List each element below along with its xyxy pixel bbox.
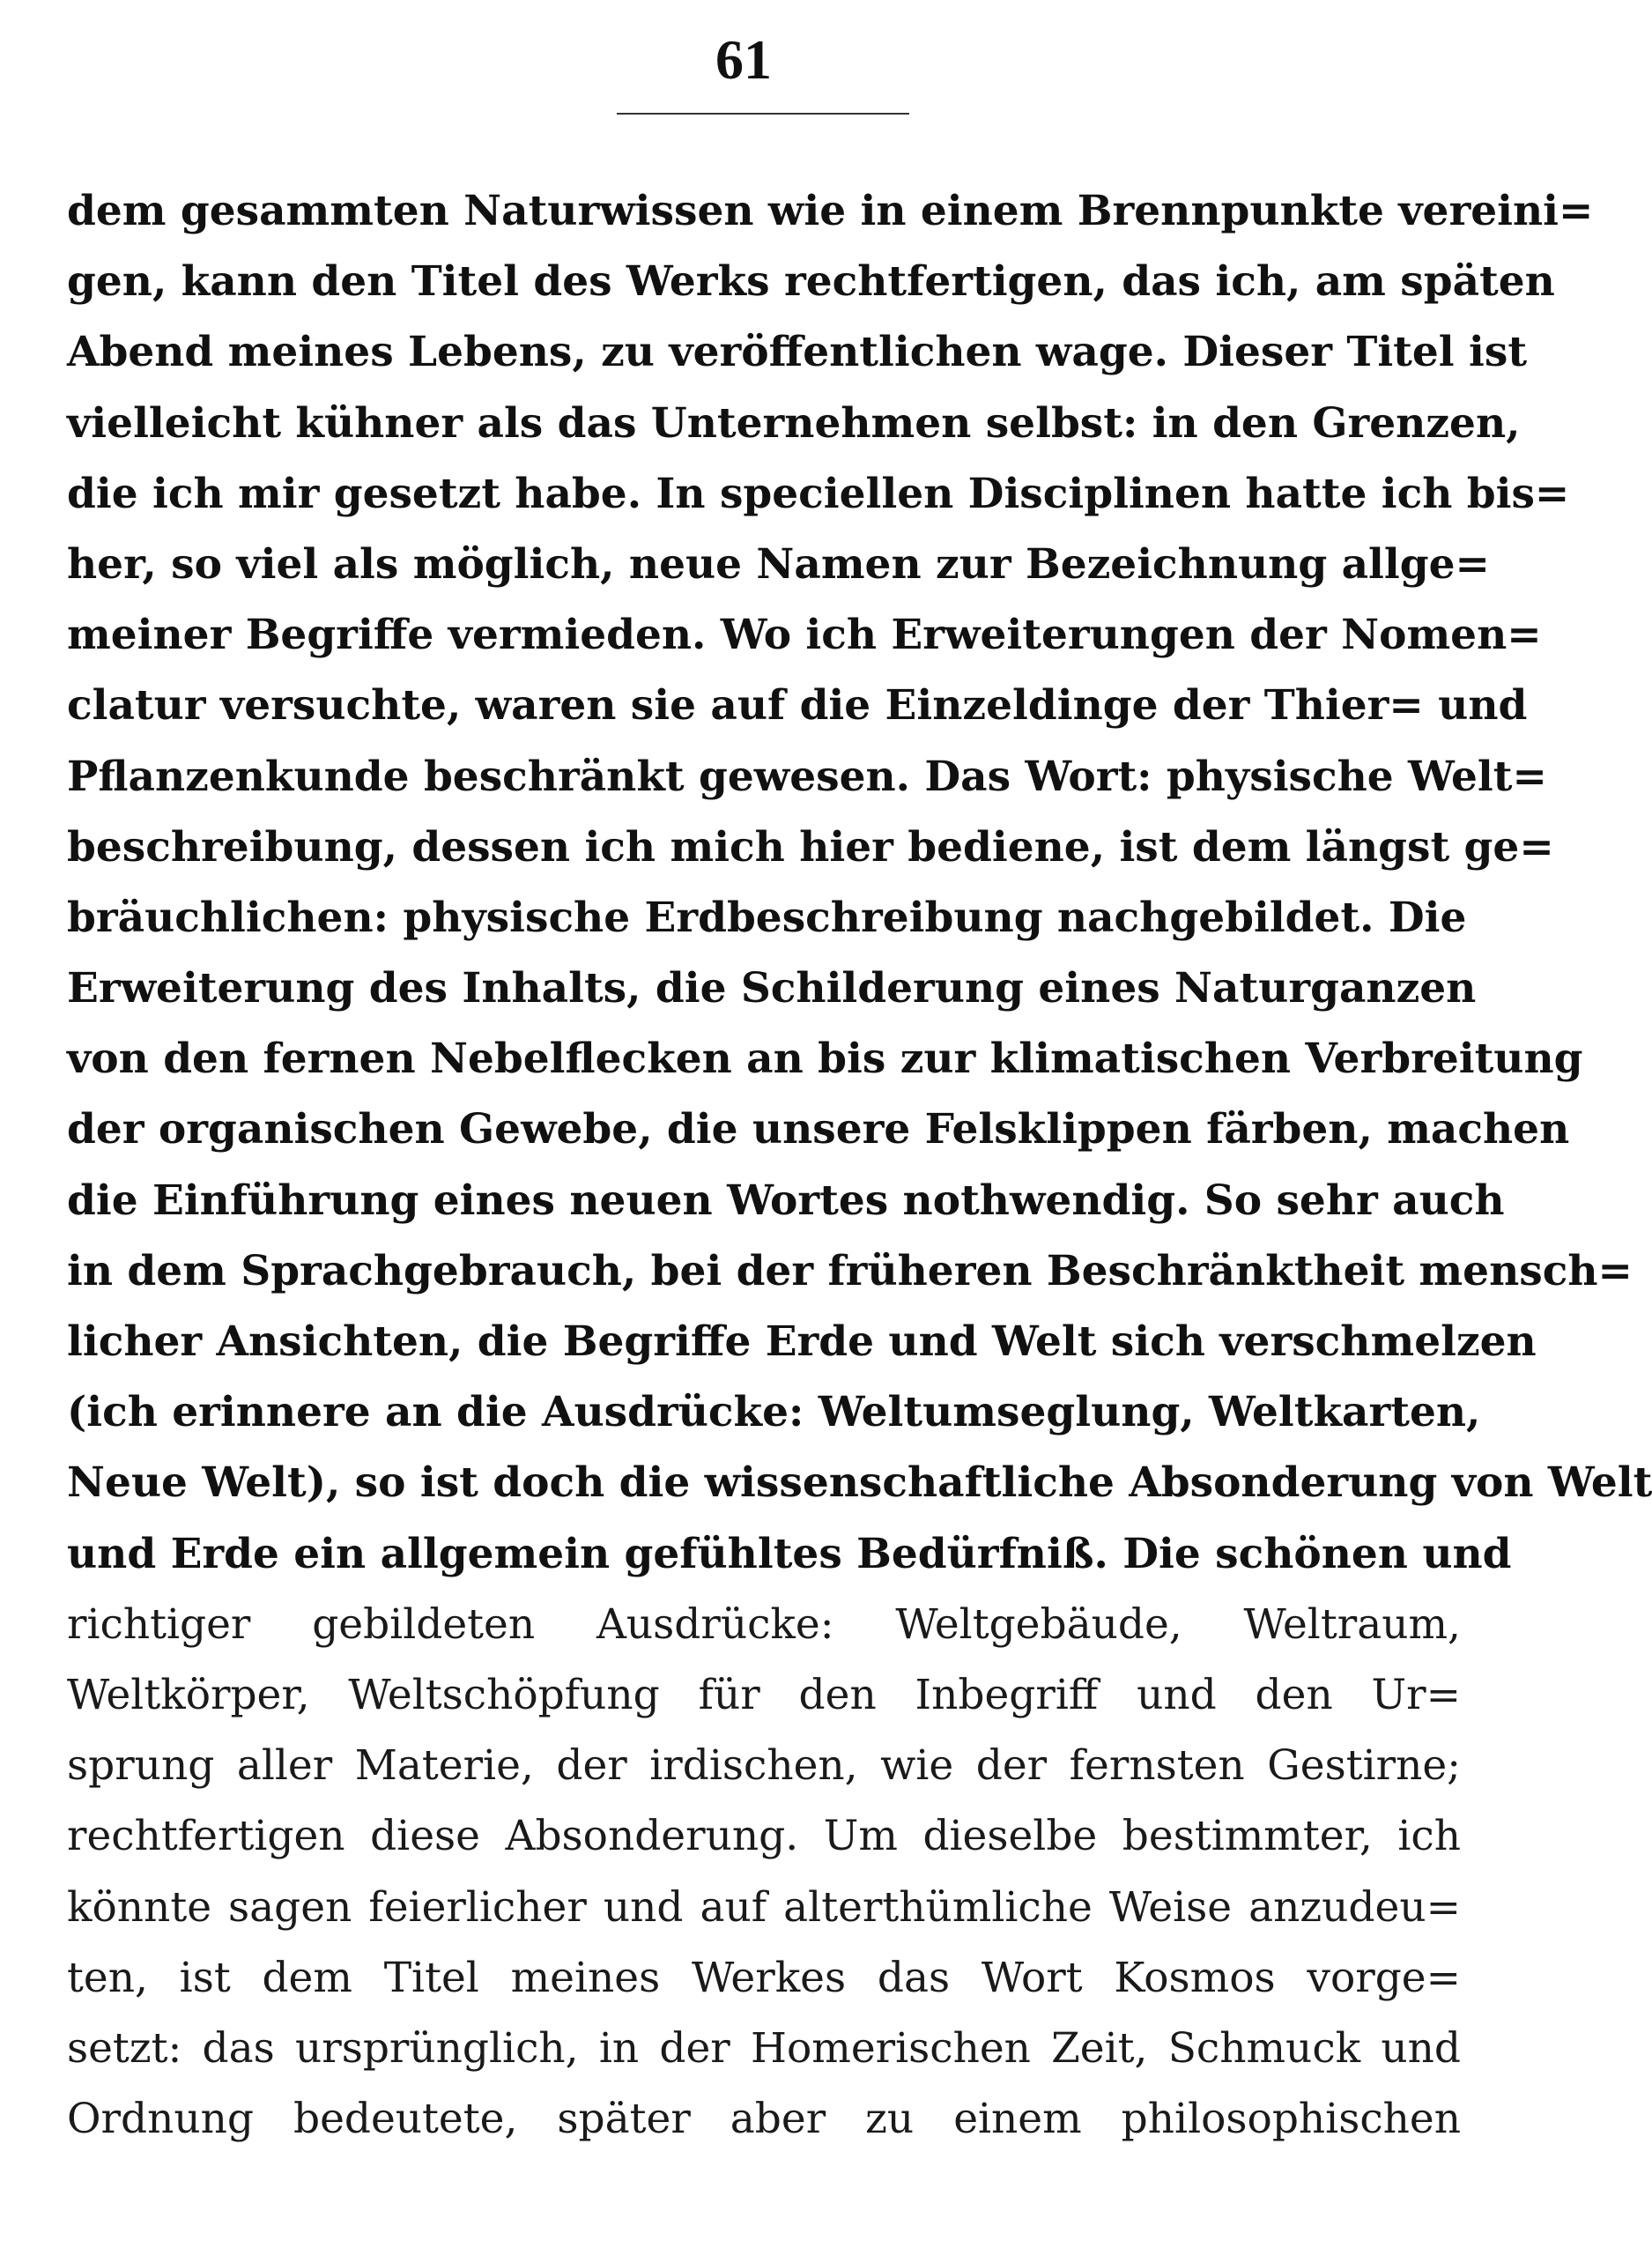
text-line-25: könnte sagen feierlicher und auf alterthümliche Weise anzudeu= [67,1882,1461,1932]
text-line-6: her, so viel als möglich, neue Namen zur Bezeichnung allge= [67,539,1490,589]
text-line-5: die ich mir gesetzt habe. In speciellen Disciplinen hatte ich bis= [67,469,1570,518]
text-line-3: Abend meines Lebens, zu veröffentlichen wage. Dieser Titel ist [67,328,1528,377]
body-text [67,176,1652,2155]
text-line-14: der organischen Gewebe, die unsere Felsklippen färben, machen [67,1105,1570,1154]
text-line-18: (ich erinnere an die Ausdrücke: Weltumseglung, Weltkarten, [67,1388,1481,1437]
text-line-8: clatur versuchte, waren sie auf die Einzeldinge der Thier= und [67,681,1528,731]
text-line-26: ten, ist dem Titel meines Werkes das Wort Kosmos vorge= [67,1953,1461,2002]
text-line-9: Pflanzenkunde beschränkt gewesen. Das Wort: physische Welt= [67,752,1547,801]
text-line-21: richtiger gebildeten Ausdrücke: Weltgebäude, Weltraum, [67,1599,1461,1649]
text-line-7: meiner Begriffe vermieden. Wo ich Erweiterungen der Nomen= [67,611,1542,660]
text-line-16: in dem Sprachgebrauch, bei der früheren Beschränktheit mensch= [67,1246,1633,1295]
text-line-1: dem gesammten Naturwissen wie in einem Brennpunkte vereini= [67,187,1594,235]
text-line-20: und Erde ein allgemein gefühltes Bedürfniß. Die schönen und [67,1529,1512,1578]
text-line-22: Weltkörper, Weltschöpfung für den Inbegriff und den Ur= [67,1670,1461,1719]
text-line-13: von den fernen Nebelflecken an bis zur klimatischen Verbreitung [67,1035,1583,1084]
text-line-15: die Einführung eines neuen Wortes nothwendig. So sehr auch [67,1176,1505,1225]
text-line-4: vielleicht kühner als das Unternehmen selbst: in den Grenzen, [67,398,1521,448]
text-line-10: beschreibung, dessen ich mich hier bediene, ist dem längst ge= [67,822,1554,872]
text-line-12: Erweiterung des Inhalts, die Schilderung eines Naturganzen [67,964,1477,1013]
text-line-28: Ordnung bedeutete, später aber zu einem philosophischen [67,2095,1461,2144]
text-line-23: sprung aller Materie, der irdischen, wie der fernsten Gestirne; [67,1741,1461,1791]
text-line-2: gen, kann den Titel des Werks rechtfertigen, das ich, am späten [67,257,1555,307]
header-rule [617,113,909,115]
text-line-27: setzt: das ursprünglich, in der Homerischen Zeit, Schmuck und [67,2023,1461,2073]
text-line-24: rechtfertigen diese Absonderung. Um dieselbe bestimmter, ich [67,1812,1461,1861]
text-line-19: Neue Welt), so ist doch die wissenschaftliche Absonderung von Welt [67,1458,1652,1508]
page-number: 61 [715,28,772,91]
text-line-17: licher Ansichten, die Begriffe Erde und Welt sich verschmelzen [67,1317,1537,1366]
text-line-11: bräuchlichen: physische Erdbeschreibung nachgebildet. Die [67,893,1467,942]
